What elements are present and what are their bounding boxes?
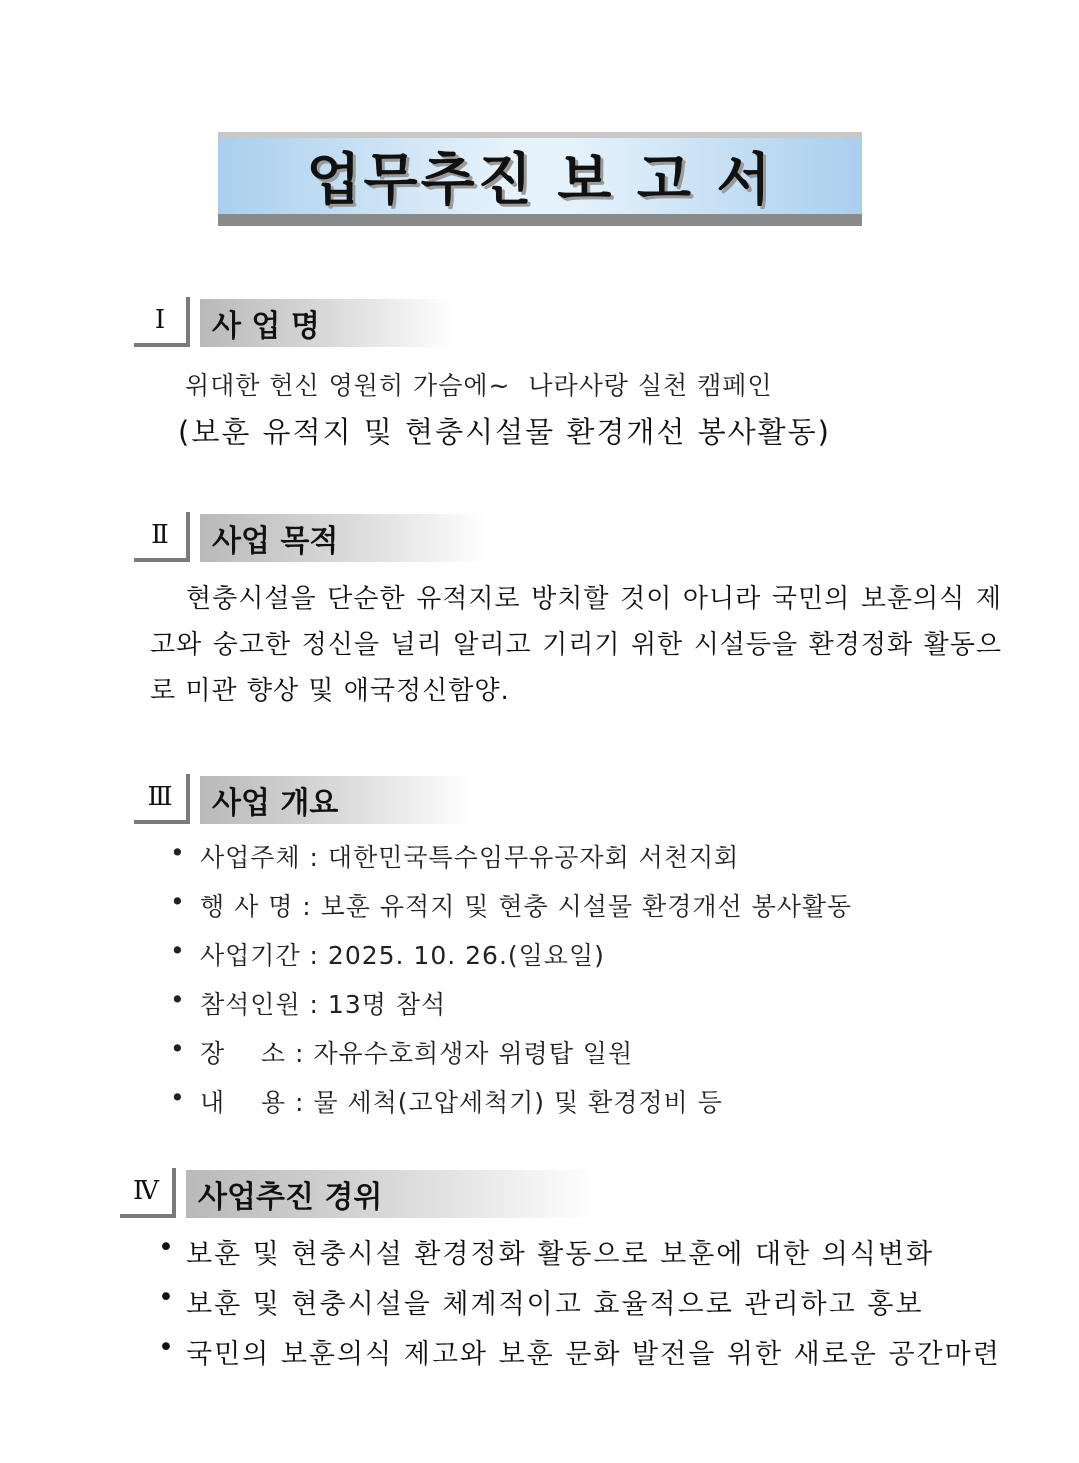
document-title: 업무추진 보 고 서 xyxy=(306,148,774,213)
title-bottom-rule xyxy=(218,214,862,226)
section-2-bar xyxy=(200,514,488,562)
section-1-number: Ⅰ xyxy=(134,297,190,347)
section-2-number: Ⅱ xyxy=(134,512,190,562)
bullet-icon: • xyxy=(158,1282,176,1313)
section-3-bar xyxy=(200,776,470,824)
title-box xyxy=(218,138,862,214)
bullet-icon: • xyxy=(158,1232,176,1263)
section-3-header xyxy=(134,774,494,830)
list-item-text: 사업주체 : 대한민국특수임무유공자회 서천지회 xyxy=(200,843,740,872)
bullet-icon: • xyxy=(170,887,186,916)
section-4-header xyxy=(120,1168,600,1224)
section-3-number: Ⅲ xyxy=(134,774,190,824)
section-4-label: 사업추진 경위 xyxy=(198,1180,383,1215)
bullet-icon: • xyxy=(170,936,186,965)
list-item-text: 행 사 명 : 보훈 유적지 및 현충 시설물 환경개선 봉사활동 xyxy=(200,892,853,921)
section-2-header xyxy=(134,512,494,568)
list-item-text: 사업기간 : 2025. 10. 26.(일요일) xyxy=(200,941,605,970)
list-item-text: 참석인원 : 13명 참석 xyxy=(200,990,447,1019)
list-item-text: 보훈 및 현충시설을 체계적이고 효율적으로 관리하고 홍보 xyxy=(186,1289,924,1320)
project-name-subline: (보훈 유적지 및 현충시설물 환경개선 봉사활동) xyxy=(178,415,831,449)
section-4-bar xyxy=(186,1170,598,1218)
bullet-icon: • xyxy=(170,1034,186,1063)
list-item-text: 보훈 및 현충시설 환경정화 활동으로 보훈에 대한 의식변화 xyxy=(186,1239,935,1270)
title-banner xyxy=(218,132,862,226)
bullet-icon: • xyxy=(170,985,186,1014)
purpose-paragraph: 현충시설을 단순한 유적지로 방치할 것이 아니라 국민의 보훈의식 제고와 숭고한 정신을 널리 알리고 기리기 위한 시설등을 환경정화 활동으로 미관 향상 및 애국정신함양. xyxy=(150,584,1002,706)
section-2-label: 사업 목적 xyxy=(212,524,339,559)
list-item-text: 장 소 : 자유수호희생자 위령탑 일원 xyxy=(200,1039,634,1068)
section-3-label: 사업 개요 xyxy=(212,786,339,821)
bullet-icon: • xyxy=(158,1332,176,1363)
project-name-line: 위대한 헌신 영원히 가슴에~ 나라사랑 실천 캠페인 xyxy=(185,371,773,400)
section-4-number: Ⅳ xyxy=(120,1168,176,1218)
section-1-label: 사 업 명 xyxy=(212,309,320,344)
list-item-text: 내 용 : 물 세척(고압세척기) 및 환경정비 등 xyxy=(200,1088,723,1117)
bullet-icon: • xyxy=(170,838,186,867)
section-1-bar xyxy=(200,299,454,347)
list-item-text: 국민의 보훈의식 제고와 보훈 문화 발전을 위한 새로운 공간마련 xyxy=(186,1339,1001,1370)
section-1-header xyxy=(134,297,464,353)
bullet-icon: • xyxy=(170,1083,186,1112)
